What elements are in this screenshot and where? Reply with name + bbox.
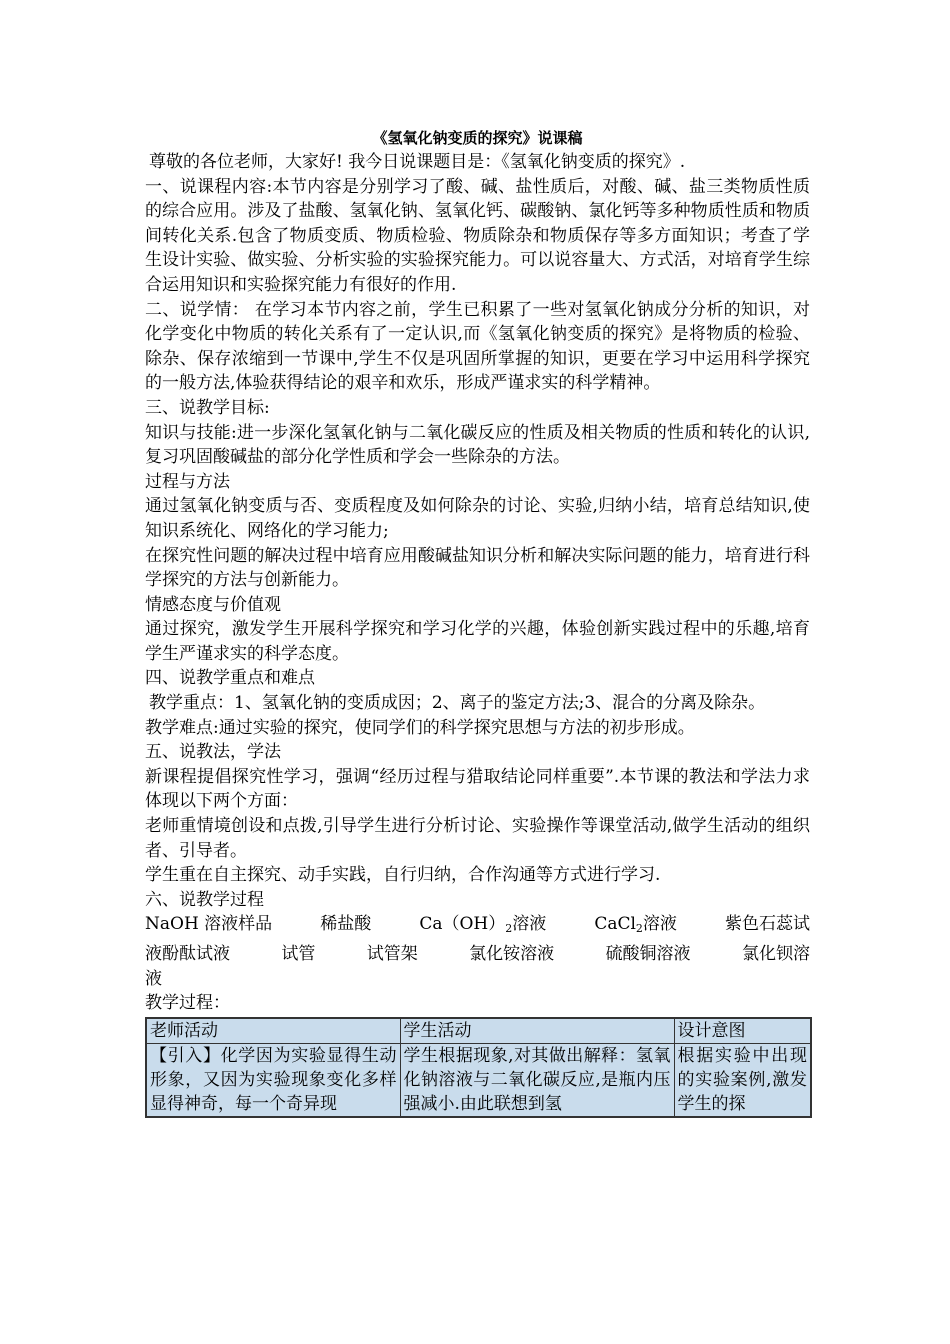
method-paragraph-2: 老师重情境创设和点拨,引导学生进行分析讨论、实验操作等课堂活动,做学生活动的组织者、引导者。 xyxy=(145,816,810,861)
table-header-row xyxy=(146,1018,811,1044)
key-points-paragraph: 教学重点：1、氢氧化钠的变质成因；2、离子的鉴定方法;3、混合的分离及除杂。 xyxy=(149,693,766,714)
emotion-attitude-paragraph: 通过探究，激发学生开展科学探究和学习化学的兴趣，体验创新实践过程中的乐趣,培育学生严谨求实的科学态度。 xyxy=(145,619,810,664)
section-1-paragraph: 一、说课程内容:本节内容是分别学习了酸、碱、盐性质后，对酸、碱、盐三类物质性质的综合应用。涉及了盐酸、氢氧化钠、氢氧化钙、碳酸钠、氯化钙等多种物质性质和物质间转化关系.包含了物质变质、物质检验、物质除杂和物质保存等多方面知识；考查了学生设计实验、做实验、分析实验的实验探究能力。可以说容量大、方式活，对培育学生综合运用知识和实验探究能力有很好的作用. xyxy=(145,176,810,295)
header-student-activity: 学生活动 xyxy=(400,1018,674,1044)
header-design-intent: 设计意图 xyxy=(674,1018,811,1044)
cell-student-activity: 学生根据现象,对其做出解释：氢氧化钠溶液与二氧化碳反应,是瓶内压强减小.由此联想到氢 xyxy=(400,1043,674,1117)
material-item: Ca（OH）2溶液 xyxy=(419,914,547,936)
materials-row-2 xyxy=(145,942,810,967)
section-4-heading: 四、说教学重点和难点 xyxy=(145,668,315,689)
teaching-process-table xyxy=(145,1017,812,1118)
process-method-paragraph-2: 在探究性问题的解决过程中培育应用酸碱盐知识分析和解决实际问题的能力，培育进行科学探究的方法与创新能力。 xyxy=(145,545,810,591)
material-item: 液酚酞试液 xyxy=(145,944,230,964)
section-5-heading: 五、说教法，学法 xyxy=(145,742,281,763)
section-3-heading: 三、说教学目标: xyxy=(145,397,270,418)
material-item: 氯化钡溶 xyxy=(741,944,810,964)
material-item: 试管架 xyxy=(366,944,418,964)
material-item: 氯化铵溶液 xyxy=(469,944,555,964)
cell-design-intent: 根据实验中出现的实验案例,激发学生的探 xyxy=(674,1043,811,1117)
material-item: 硫酸铜溶液 xyxy=(605,944,691,964)
difficulties-paragraph: 教学难点:通过实验的探究，使同学们的科学探究思想与方法的初步形成。 xyxy=(145,717,695,738)
table-row xyxy=(146,1043,811,1117)
materials-list xyxy=(145,912,810,991)
intro-paragraph: 尊敬的各位老师，大家好! 我今日说课题目是：《氢氧化钠变质的探究》. xyxy=(149,152,686,172)
material-item: 液 xyxy=(145,968,162,989)
material-item: 稀盐酸 xyxy=(320,914,372,935)
method-paragraph-1: 新课程提倡探究性学习，强调“经历过程与猎取结论同样重要”.本节课的教法和学法力求体现以下两个方面： xyxy=(145,766,810,812)
section-6-heading: 六、说教学过程 xyxy=(145,889,264,910)
materials-row-1 xyxy=(145,912,810,942)
document-title: 《氢氧化钠变质的探究》说课稿 xyxy=(372,129,583,147)
document-body xyxy=(145,128,810,1118)
header-teacher-activity: 老师活动 xyxy=(146,1018,400,1044)
material-item: NaOH 溶液样品 xyxy=(145,914,273,935)
process-method-heading: 过程与方法 xyxy=(145,471,230,492)
material-item: 紫色石蕊试 xyxy=(725,914,810,935)
material-item: CaCl2溶液 xyxy=(594,914,677,936)
cell-teacher-activity: 【引入】化学因为实验显得生动形象，又因为实验现象变化多样显得神奇，每一个奇异现 xyxy=(146,1043,400,1117)
emotion-attitude-heading: 情感态度与价值观 xyxy=(145,594,281,615)
process-method-paragraph-1: 通过氢氧化钠变质与否、变质程度及如何除杂的讨论、实验,归纳小结，培育总结知识,使知识系统化、网络化的学习能力; xyxy=(145,496,810,541)
method-paragraph-3: 学生重在自主探究、动手实践，自行归纳，合作沟通等方式进行学习. xyxy=(145,865,661,886)
material-item: 试管 xyxy=(281,944,316,964)
process-label: 教学过程： xyxy=(145,993,230,1014)
knowledge-skills-paragraph: 知识与技能:进一步深化氢氧化钠与二氧化碳反应的性质及相关物质的性质和转化的认识,复习巩固酸碱盐的部分化学性质和学会一些除杂的方法。 xyxy=(145,422,810,468)
materials-row-3 xyxy=(145,967,810,992)
section-2-paragraph: 二、说学情： 在学习本节内容之前，学生已积累了一些对氢氧化钠成分分析的知识，对化学变化中物质的转化关系有了一定认识,而《氢氧化钠变质的探究》是将物质的检验、除杂、保存浓缩到一节课中,学生不仅是巩固所掌握的知识，更要在学习中运用科学探究的一般方法,体验获得结论的艰辛和欢乐，形成严谨求实的科学精神。 xyxy=(145,299,810,394)
